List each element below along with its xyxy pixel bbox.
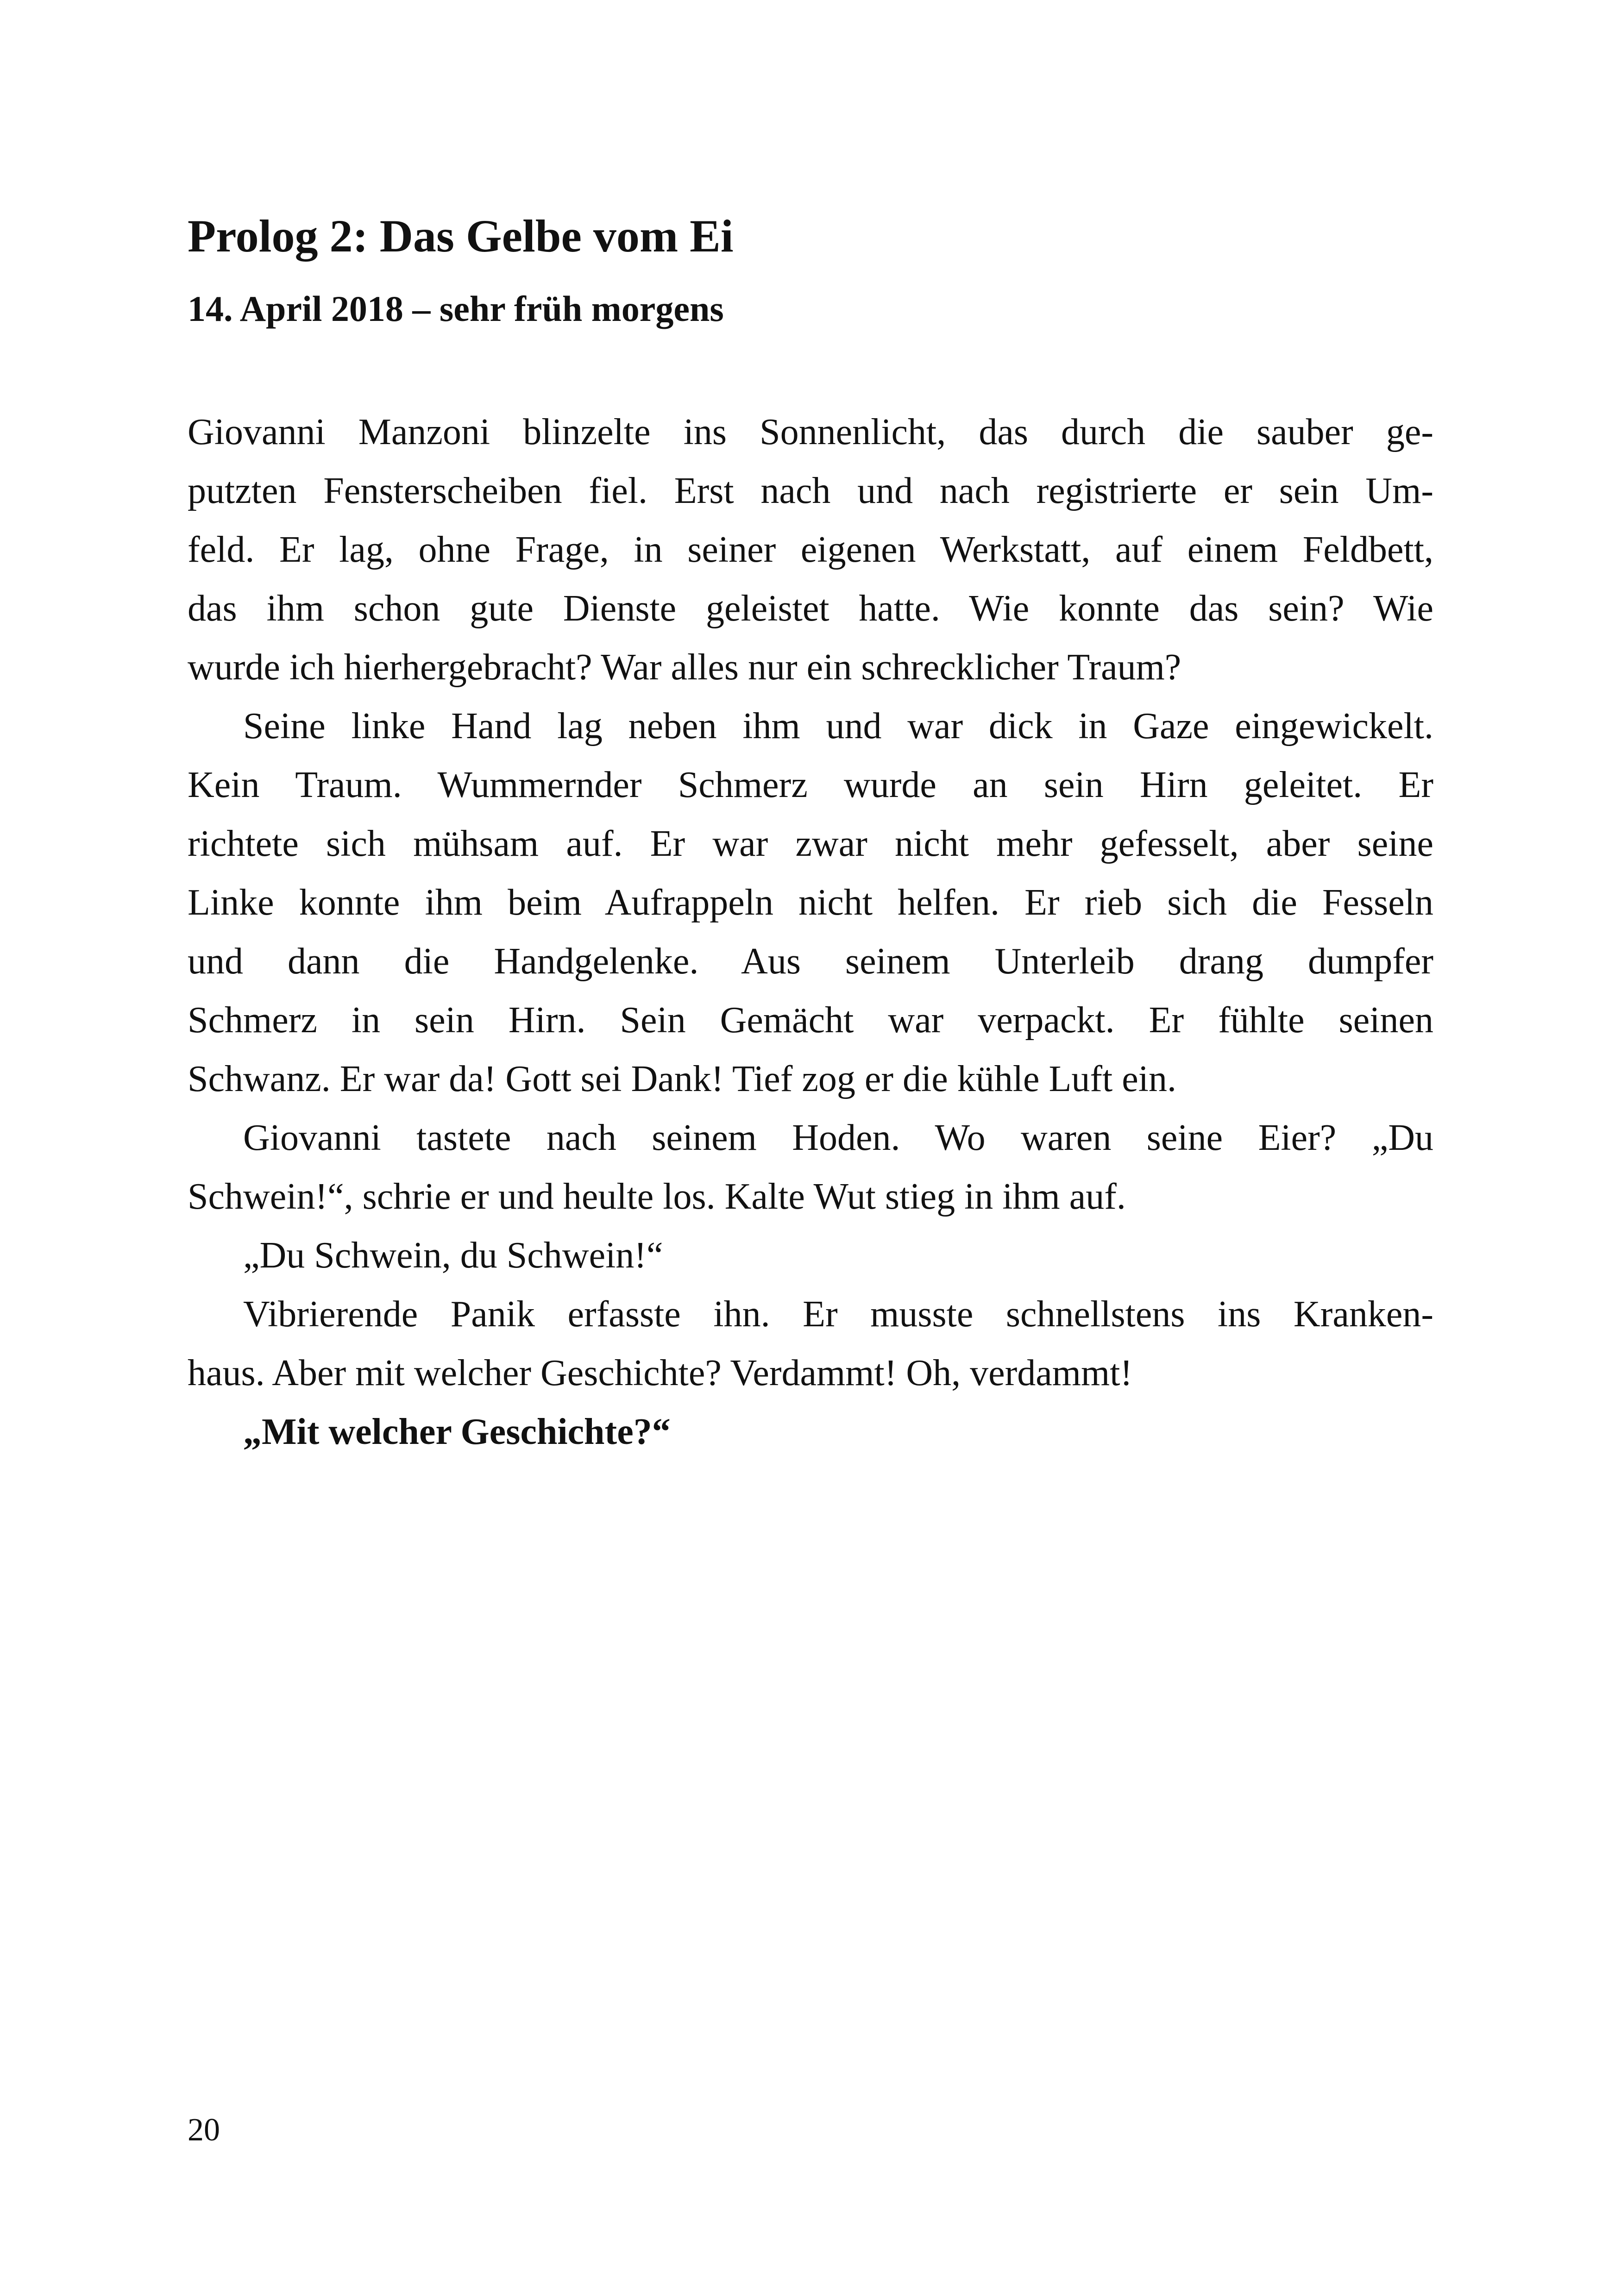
chapter-subtitle: 14. April 2018 – sehr früh morgens — [188, 289, 724, 329]
text-line: haus. Aber mit welcher Geschichte? Verdammt! Oh, verdammt! — [188, 1353, 1133, 1393]
text-line: Seine linke Hand lag neben ihm und war dick in Gaze eingewickelt. — [243, 706, 1433, 747]
chapter-title: Prolog 2: Das Gelbe vom Ei — [188, 210, 734, 262]
text-line: Schwanz. Er war da! Gott sei Dank! Tief zog er die kühle Luft ein. — [188, 1059, 1176, 1099]
text-line: Linke konnte ihm beim Aufrappeln nicht helfen. Er rieb sich die Fesseln — [188, 882, 1433, 923]
text-line: feld. Er lag, ohne Frage, in seiner eigenen Werkstatt, auf einem Feldbett, — [188, 529, 1433, 570]
text-line-bold: „Mit welcher Geschichte?“ — [243, 1411, 671, 1452]
text-line: „Du Schwein, du Schwein!“ — [243, 1235, 663, 1276]
text-line: Giovanni tastete nach seinem Hoden. Wo waren seine Eier? „Du — [243, 1117, 1433, 1158]
text-line: Vibrierende Panik erfasste ihn. Er musste schnellstens ins Kranken- — [243, 1294, 1433, 1335]
body-text — [188, 403, 1433, 1462]
text-line: Schwein!“, schrie er und heulte los. Kalte Wut stieg in ihm auf. — [188, 1176, 1126, 1217]
page-number: 20 — [188, 2112, 220, 2148]
text-line: und dann die Handgelenke. Aus seinem Unterleib drang dumpfer — [188, 941, 1433, 982]
text-line: putzten Fensterscheiben fiel. Erst nach und nach registrierte er sein Um- — [188, 470, 1433, 511]
text-line: wurde ich hierhergebracht? War alles nur ein schrecklicher Traum? — [188, 647, 1181, 688]
text-line: Schmerz in sein Hirn. Sein Gemächt war verpackt. Er fühlte seinen — [188, 1000, 1433, 1041]
text-line: Kein Traum. Wummernder Schmerz wurde an sein Hirn geleitet. Er — [188, 765, 1433, 805]
text-line: das ihm schon gute Dienste geleistet hatte. Wie konnte das sein? Wie — [188, 588, 1433, 629]
text-line: richtete sich mühsam auf. Er war zwar nicht mehr gefesselt, aber seine — [188, 823, 1433, 864]
text-line: Giovanni Manzoni blinzelte ins Sonnenlicht, das durch die sauber ge- — [188, 412, 1433, 452]
